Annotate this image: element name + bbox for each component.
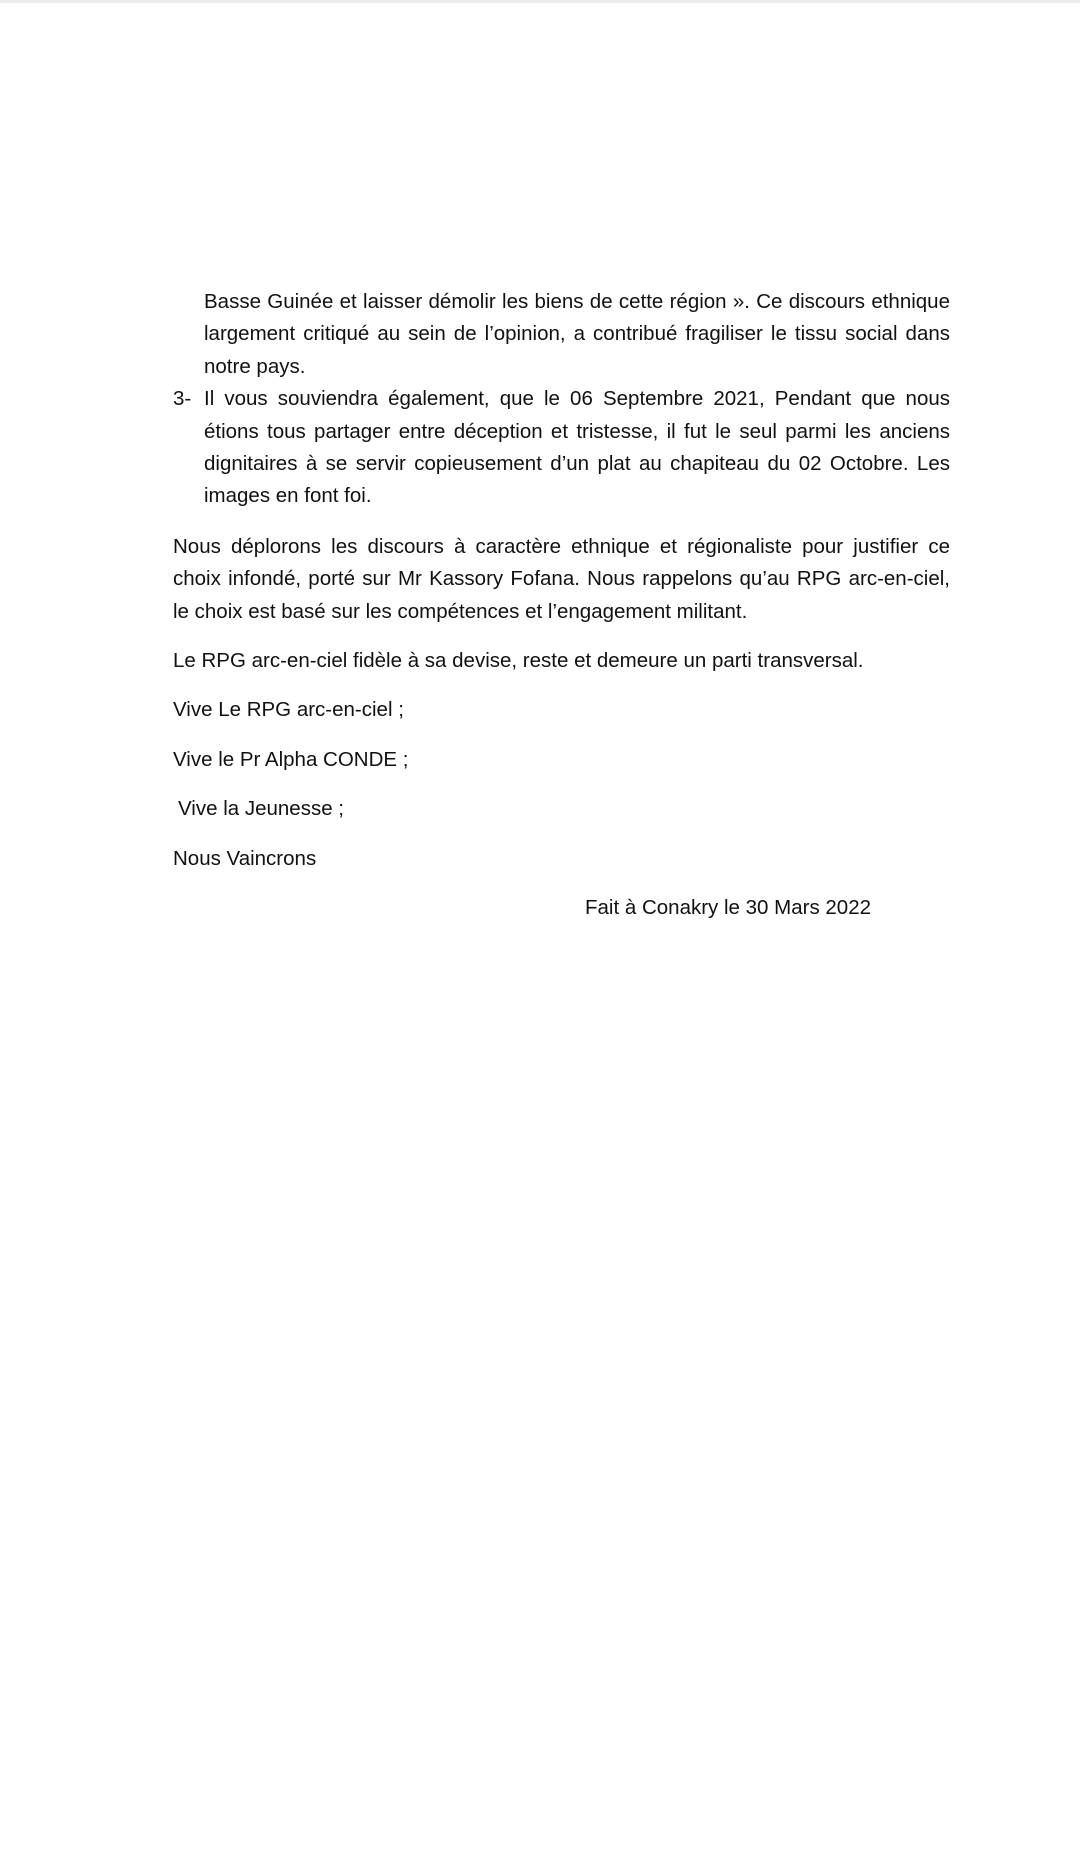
paragraph-transversal: Le RPG arc-en-ciel fidèle à sa devise, reste et demeure un parti transversal.	[173, 649, 864, 673]
slogan-rpg: Vive Le RPG arc-en-ciel ;	[173, 698, 404, 722]
list-marker-3: 3-	[173, 387, 192, 411]
slogan-jeunesse: Vive la Jeunesse ;	[178, 797, 345, 821]
list-item-continued	[173, 286, 950, 383]
list-item-continued-text: Basse Guinée et laisser démolir les biens de cette région ». Ce discours ethnique largement critiqué au sein de l’opinion, a contribué fragiliser le tissu social dans notre pays.	[204, 290, 950, 378]
paragraph-deplorons: Nous déplorons les discours à caractère ethnique et régionaliste pour justifier ce choix infondé, porté sur Mr Kassory Fofana. Nous rappelons qu’au RPG arc-en-ciel, le choix est basé sur les compétences et l’engagement militant.	[173, 534, 950, 623]
page-top-edge	[0, 0, 1080, 3]
list-item-3	[173, 383, 950, 513]
document-content	[173, 286, 950, 925]
slogan-vaincrons: Nous Vaincrons	[173, 846, 317, 870]
slogan-alpha-conde: Vive le Pr Alpha CONDE ;	[173, 747, 409, 771]
list-item-3-text: Il vous souviendra également, que le 06 Septembre 2021, Pendant que nous étions tous partager entre déception et tristesse, il fut le seul parmi les anciens dignitaires à se servir copieusement d’un plat au chapiteau du 02 Octobre. Les images en font foi.	[204, 387, 950, 508]
signoff-place-date: Fait à Conakry le 30 Mars 2022	[585, 896, 871, 920]
